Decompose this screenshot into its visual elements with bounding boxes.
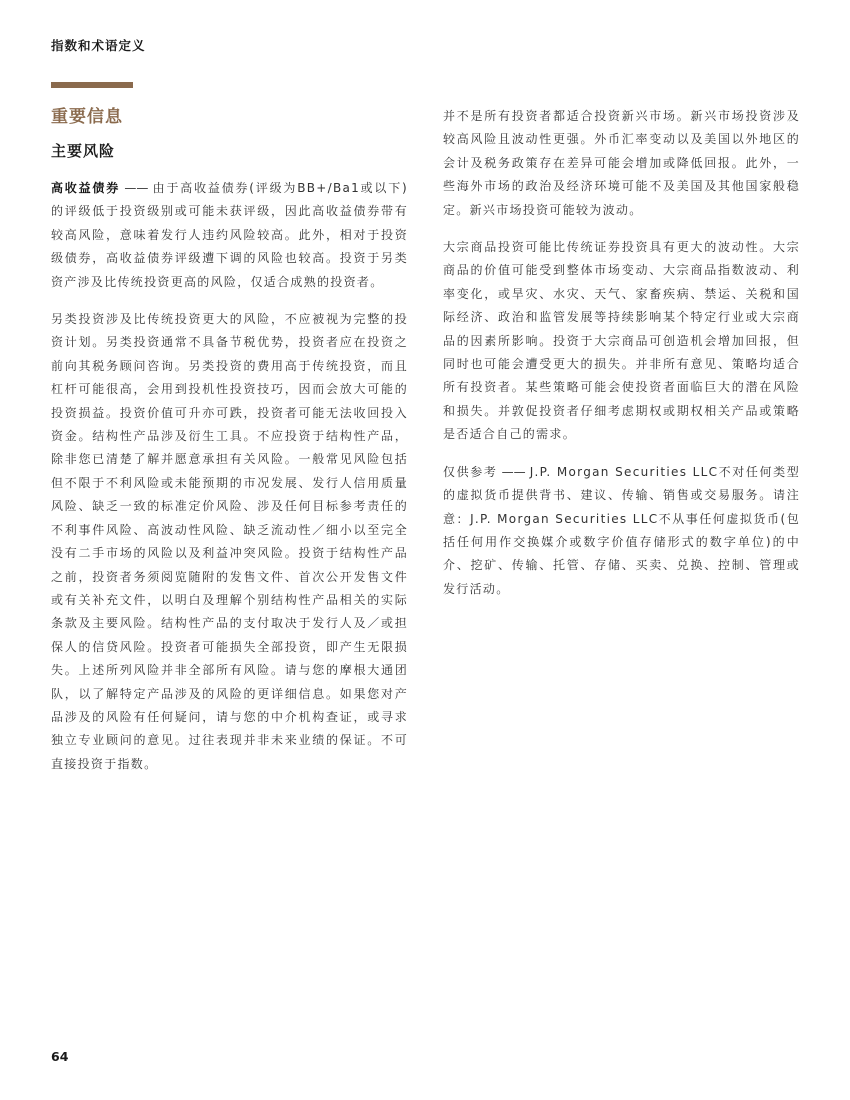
right-column: [443, 105, 800, 615]
alternative-investments-paragraph: 另类投资涉及比传统投资更大的风险，不应被视为完整的投资计划。另类投资通常不具备节税优势，投资者应在投资之前向其税务顾问咨询。另类投资的费用高于传统投资，而且杠杆可能很高，会用到投机性投资技巧，因而会放大可能的投资损益。投资价值可升亦可跌，投资者可能无法收回投入资金。结构性产品涉及衍生工具。不应投资于结构性产品，除非您已清楚了解并愿意承担有关风险。一般常见风险包括但不限于不利风险或未能预期的市况发展、发行人信用质量风险、缺乏一致的标准定价风险、涉及任何目标参考责任的不利事件风险、高波动性风险、缺乏流动性／细小以至完全没有二手市场的风险以及利益冲突风险。投资于结构性产品之前，投资者务须阅览随附的发售文件、首次公开发售文件或有关补充文件，以明白及理解个别结构性产品相关的实际条款及主要风险。结构性产品的支付取决于发行人及／或担保人的信贷风险。投资者可能损失全部投资，即产生无限损失。上述所列风险并非全部所有风险。请与您的摩根大通团队，以了解特定产品涉及的风险的更详细信息。如果您对产品涉及的风险有任何疑问，请与您的中介机构查证，或寻求独立专业顾问的意见。过往表现并非未来业绩的保证。不可直接投资于指数。: [51, 312, 408, 771]
high-yield-paragraph: [51, 177, 408, 294]
emerging-markets-paragraph: 并不是所有投资者都适合投资新兴市场。新兴市场投资涉及较高风险且波动性更强。外币汇率变动以及美国以外地区的会计及税务政策存在差异可能会增加或降低回报。此外，一些海外市场的政治及经济环境可能不及美国及其他国家般稳定。新兴市场投资可能较为波动。: [443, 109, 800, 217]
virtual-currency-text: J.P. Morgan Securities LLC不对任何类型的虚拟货币提供背书、建议、传输、销售或交易服务。请注意：J.P. Morgan Securities LLC不从事任何虚拟货币(包括任何用作交换媒介或数字价值存储形式的数字单位)的中介、挖矿、传输、托管、存储、买卖、兑换、控制、管理或发行活动。: [443, 464, 800, 596]
lead-dash: ——: [120, 181, 153, 195]
accent-bar: [51, 82, 133, 88]
high-yield-text: 由于高收益债券(评级为BB+/Ba1或以下)的评级低于投资级别或可能未获评级，因此高收益债券带有较高风险，意味着发行人违约风险较高。此外，相对于投资级债券，高收益债券评级遭下调的风险也较高。投资于另类资产涉及比传统投资更高的风险，仅适合成熟的投资者。: [51, 181, 408, 289]
high-yield-lead: 高收益债券: [51, 181, 121, 195]
page-number: 64: [51, 1049, 69, 1064]
section-title: 重要信息: [51, 107, 123, 127]
running-header: 指数和术语定义: [51, 38, 146, 53]
subsection-title: 主要风险: [51, 142, 116, 160]
virtual-currency-paragraph: [443, 461, 800, 601]
commodities-paragraph: 大宗商品投资可能比传统证券投资具有更大的波动性。大宗商品的价值可能受到整体市场变动、大宗商品指数波动、利率变化，或旱灾、水灾、天气、家畜疾病、禁运、关税和国际经济、政治和监管发展等持续影响某个特定行业或大宗商品的因素所影响。投资于大宗商品可创造机会增加回报，但同时也可能会遭受更大的损失。并非所有意见、策略均适合所有投资者。某些策略可能会使投资者面临巨大的潜在风险和损失。并敦促投资者仔细考虑期权或期权相关产品或策略是否适合自己的需求。: [443, 240, 800, 442]
virtual-currency-lead: 仅供参考: [443, 464, 498, 479]
left-column: [51, 177, 408, 790]
lead-dash: ——: [497, 464, 530, 479]
